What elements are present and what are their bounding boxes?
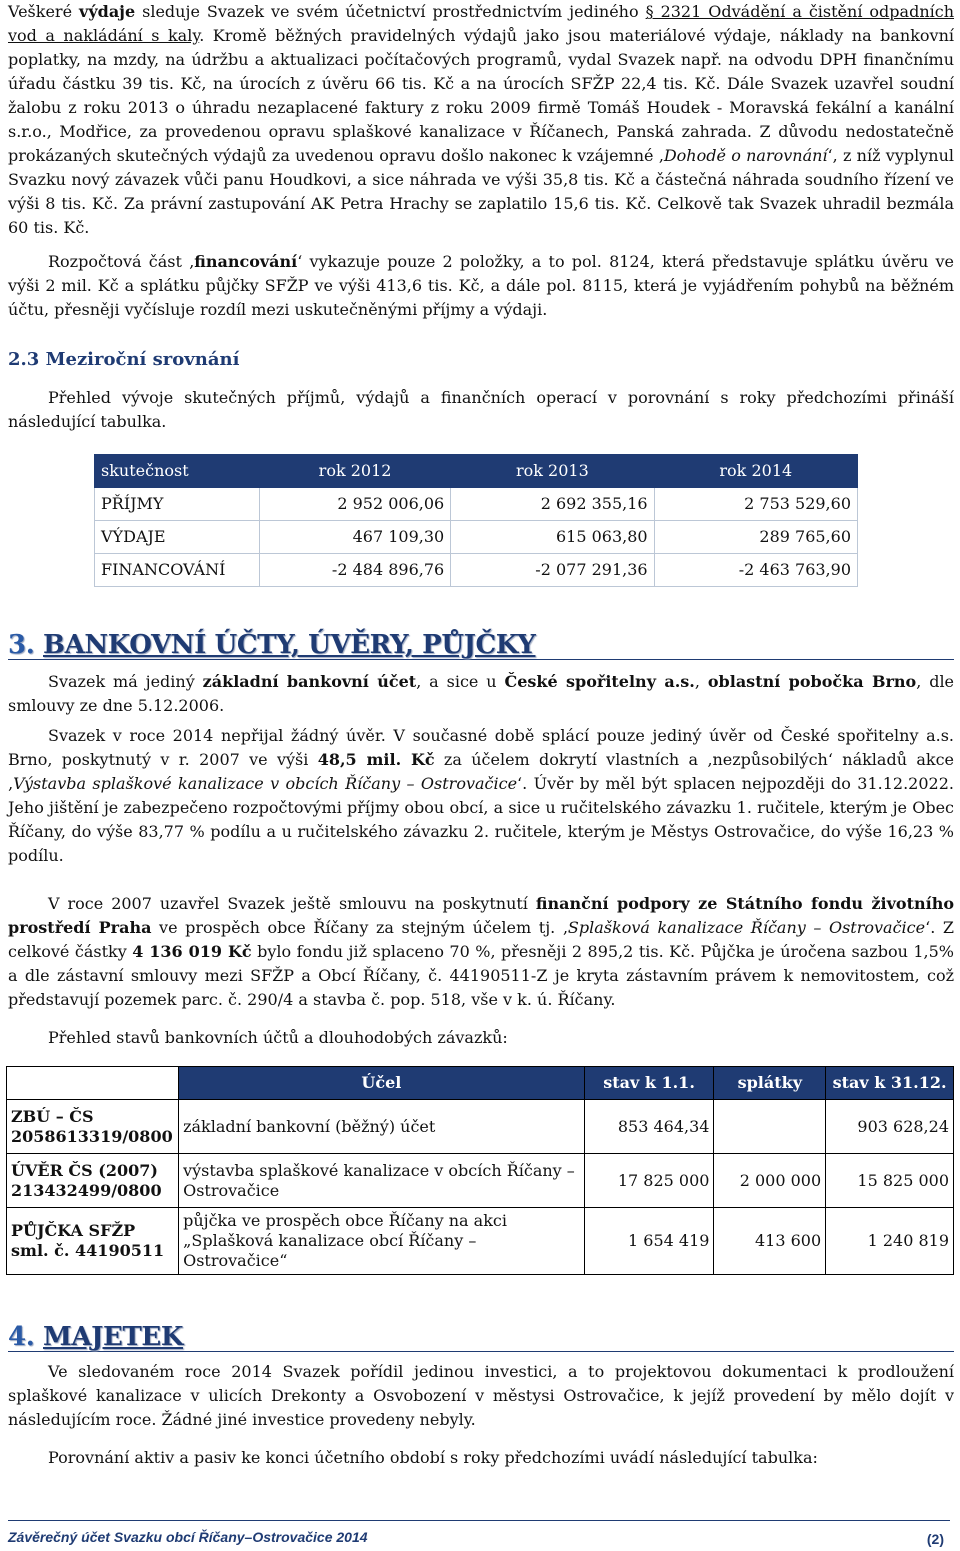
account-repay: 2 000 000 <box>714 1154 826 1208</box>
text-run: Veškeré <box>8 2 80 21</box>
footer-title: Závěrečný účet Svazku obcí Říčany–Ostrovačice 2014 <box>8 1529 368 1545</box>
text-run: za účelem dokrytí vlastních a ‚nezpůsobilých‘ nákladů akce ‚ <box>8 750 955 793</box>
table-cell: 289 765,60 <box>654 521 857 554</box>
page-footer <box>8 1520 950 1549</box>
document-page <box>8 0 954 1470</box>
table-cell: -2 463 763,90 <box>654 554 857 587</box>
text-run: Splašková kanalizace Říčany – Ostrovačice <box>567 918 926 937</box>
account-purpose: základní bankovní (běžný) účet <box>179 1100 585 1154</box>
section-number: 3. <box>8 630 35 660</box>
account-repay: 413 600 <box>714 1208 826 1275</box>
paragraph-bank-account <box>8 670 954 718</box>
section-number: 4. <box>8 1322 35 1352</box>
table-cell: 615 063,80 <box>451 521 654 554</box>
paragraph-financing <box>8 250 954 322</box>
paragraph-loan <box>8 724 954 868</box>
table-row <box>95 554 858 587</box>
header-cell: Účel <box>179 1067 585 1100</box>
section-heading-4 <box>8 1322 954 1352</box>
header-cell-empty <box>7 1067 179 1100</box>
comparison-table-header <box>95 455 858 488</box>
text-run: , a sice u <box>416 672 505 691</box>
table-row <box>7 1208 954 1275</box>
text-run: 4 136 019 Kč <box>132 942 252 961</box>
section-heading-2-3: 2.3 Meziroční srovnání <box>8 349 240 370</box>
text-run: § 2321 Odvádění a čistění odpadních vod a nakládání s kaly <box>8 2 955 45</box>
header-cell: skutečnost <box>95 455 260 488</box>
text-run: , <box>694 672 708 691</box>
accounts-table <box>6 1066 954 1275</box>
account-label: ZBÚ – ČS 2058613319/0800 <box>7 1100 179 1154</box>
header-cell: rok 2014 <box>654 455 857 488</box>
text-run: Výstavba splaškové kanalizace v obcích Říčany – Ostrovačice <box>13 774 518 793</box>
account-start: 1 654 419 <box>584 1208 714 1275</box>
account-purpose: půjčka ve prospěch obce Říčany na akci „Splašková kanalizace obcí Říčany – Ostrovačice“ <box>179 1208 585 1275</box>
text-run: . Kromě běžných pravidelných výdajů jako jsou materiálové výdaje, náklady na bankovní poplatky, na mzdy, na údržbu a aktualizaci počítačových programů, vydal Svazek např. na odvodu DPH finančnímu úřadu částku 39 tis. Kč, na úrocích z úvěru 66 tis. Kč a na úrocích SFŽP 22,4 tis. Kč. Dále Svazek uzavřel soudní žalobu z roku 2013 o úhradu nezaplacené faktury z roku 2009 firmě Tomáš Houdek - Moravská fekální a kanální s.r.o., Modřice, za provedenou opravu splaškové kanalizace v Říčanech, Panská zahrada. Z důvodu nedostatečně prokázaných skutečných výdajů za uvedenou opravu došlo nakonec k vzájemné ‚ <box>8 26 955 165</box>
header-cell: rok 2012 <box>259 455 450 488</box>
table-row <box>7 1100 954 1154</box>
text-run: České spořitelny a.s. <box>504 672 695 691</box>
section-title: BANKOVNÍ ÚČTY, ÚVĚRY, PŮJČKY <box>43 630 536 660</box>
section-title: MAJETEK <box>43 1322 184 1352</box>
text-run: 48,5 mil. Kč <box>317 750 435 769</box>
paragraph-assets-table-intro: Porovnání aktiv a pasiv ke konci účetního období s roky předchozími uvádí následující tabulka: <box>48 1448 818 1467</box>
paragraph-sfzp-support <box>8 892 954 1012</box>
text-run: Svazek v roce 2014 nepřijal žádný úvěr. V současné době splácí pouze jediný úvěr od České spořitelny a.s. Brno, poskytnutý v r. 2007 ve výši <box>8 726 954 769</box>
accounts-table-header <box>7 1067 954 1100</box>
text-run: sleduje Svazek ve svém účetnictví prostřednictvím jediného <box>135 2 646 21</box>
text-run: Svazek má jediný <box>48 672 203 691</box>
comparison-table <box>94 454 858 587</box>
table-cell: -2 077 291,36 <box>451 554 654 587</box>
text-run: finanční podpory ze Státního fondu životního prostředí Praha <box>8 894 954 937</box>
account-start: 17 825 000 <box>584 1154 714 1208</box>
text-run: ‘ vykazuje pouze 2 položky, a to pol. 8124, která představuje splátku úvěru ve výši 2 mil. Kč a splátku půjčky SFŽP ve výši 413,6 tis. Kč, a dále pol. 8115, která je vyjádřením pohybů na běžném účtu, přesněji vyčísluje rozdíl mezi uskutečněnými příjmy a výdaji. <box>8 252 954 319</box>
text-run: ‘, z níž vyplynul Svazku nový závazek vůči panu Houdkovi, a sice náhrada ve výši 35,8 tis. Kč a částečná náhrada soudního řízení ve výši 8 tis. Kč. Za právní zastupování AK Petra Hrachy se zaplatilo 15,6 tis. Kč. Celkově tak Svazek uhradil bezmála 60 tis. Kč. <box>8 146 954 237</box>
text-run: základní bankovní účet <box>202 672 417 691</box>
text-run: V roce 2007 uzavřel Svazek ještě smlouvu na poskytnutí <box>48 894 536 913</box>
text-run: financování <box>194 252 298 271</box>
text-run: oblastní pobočka Brno <box>707 672 917 691</box>
table-cell: 2 692 355,16 <box>451 488 654 521</box>
paragraph-overview-intro: Přehled stavů bankovních účtů a dlouhodobých závazků: <box>48 1028 508 1047</box>
paragraph-expenses <box>8 0 954 240</box>
header-cell: rok 2013 <box>451 455 654 488</box>
text-run: Dohodě o narovnání <box>663 146 828 165</box>
text-run: Rozpočtová část ‚ <box>48 252 195 271</box>
account-label: PŮJČKA SFŽP sml. č. 44190511 <box>7 1208 179 1275</box>
table-cell: VÝDAJE <box>95 521 260 554</box>
table-cell: PŘÍJMY <box>95 488 260 521</box>
table-cell: -2 484 896,76 <box>259 554 450 587</box>
account-repay <box>714 1100 826 1154</box>
account-end: 1 240 819 <box>826 1208 954 1275</box>
header-cell: splátky <box>714 1067 826 1100</box>
page-number: (2) <box>926 1531 944 1547</box>
table-row <box>7 1154 954 1208</box>
text-run: , dle smlouvy ze dne 5.12.2006. <box>8 672 955 715</box>
table-cell: 467 109,30 <box>259 521 450 554</box>
section-heading-3 <box>8 630 954 660</box>
text-run: ve prospěch obce Říčany za stejným účelem tj. ‚ <box>151 918 568 937</box>
table-cell: 2 952 006,06 <box>259 488 450 521</box>
paragraph-assets: Ve sledovaném roce 2014 Svazek pořídil jedinou investici, a to projektovou dokumentaci k prodloužení splaškové kanalizace v ulicích Drekonty a Osvobození v městysi Ostrovačice, k jejíž provedení by mělo dojít v následujícím roce. Žádné jiné investice provedeny nebyly. <box>8 1362 954 1429</box>
table-cell: 2 753 529,60 <box>654 488 857 521</box>
account-label: ÚVĚR ČS (2007) 213432499/0800 <box>7 1154 179 1208</box>
account-end: 903 628,24 <box>826 1100 954 1154</box>
text-run: ‘. Úvěr by měl být splacen nejpozději do 31.12.2022. Jeho jištění je zabezpečeno rozpočtovými příjmy obou obcí, a sice u ručitelského závazku 1. ručitele, kterým je Obec Říčany, do výše 83,77 % podílu a u ručitelského závazku 2. ručitele, kterým je Městys Ostrovačice, do výše 16,23 % podílu. <box>8 774 954 865</box>
table-row <box>95 521 858 554</box>
table-row <box>95 488 858 521</box>
account-start: 853 464,34 <box>584 1100 714 1154</box>
table-cell: FINANCOVÁNÍ <box>95 554 260 587</box>
text-run: bylo fondu již splaceno 70 %, přesněji 2 895,2 tis. Kč. Půjčka je úročena sazbou 1,5% a dle zástavní smlouvy mezi SFŽP a Obcí Říčany, č. 44190511-Z je kryta zástavním právem k nemovitostem, což představují pozemek parc. č. 290/4 a stavba č. pop. 518, vše v k. ú. Říčany. <box>8 942 955 1009</box>
text-run: ‘. Z celkové částky <box>8 918 954 961</box>
header-cell: stav k 1.1. <box>584 1067 714 1100</box>
paragraph-comparison-intro: Přehled vývoje skutečných příjmů, výdajů a finančních operací v porovnání s roky předchozími přináší následující tabulka. <box>8 388 954 431</box>
account-end: 15 825 000 <box>826 1154 954 1208</box>
text-run: výdaje <box>79 2 136 21</box>
account-purpose: výstavba splaškové kanalizace v obcích Říčany – Ostrovačice <box>179 1154 585 1208</box>
header-cell: stav k 31.12. <box>826 1067 954 1100</box>
